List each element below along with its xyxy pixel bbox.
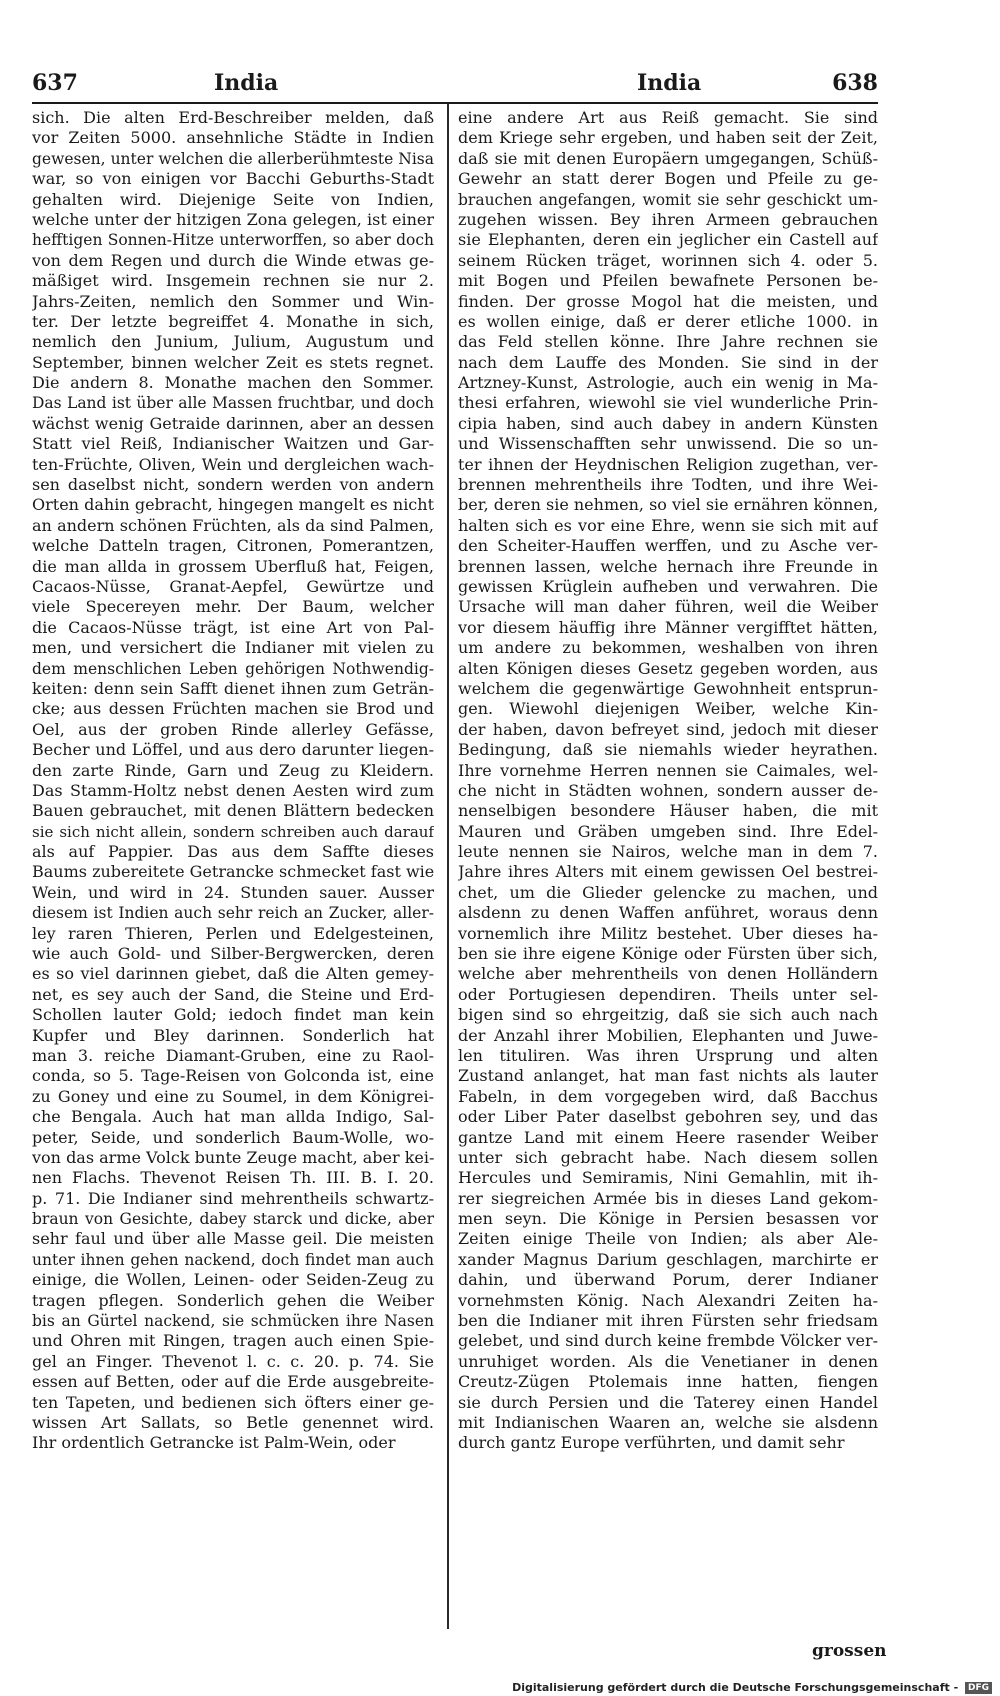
left-column-line: Statt viel Reiß, Indianischer Waitzen und Gar- <box>32 434 434 454</box>
right-column-line: ber, deren sie nehmen, so viel sie ernähren können, <box>458 495 878 515</box>
left-column-line: Baums zubereitete Getrancke schmecket fast wie <box>32 862 434 882</box>
right-column-line: alsdenn zu denen Waffen anführet, woraus denn <box>458 903 878 923</box>
left-column-line: hefftigen Sonnen-Hitze unterworffen, so aber doch <box>32 231 434 250</box>
page-number-right: 638 <box>832 70 878 96</box>
right-column-line: Creutz-Zügen Ptolemais inne hatten, fiengen <box>458 1372 878 1392</box>
left-column-line: Schollen lauter Gold; iedoch findet man kein <box>32 1005 434 1025</box>
catchword: grossen <box>812 1641 887 1661</box>
left-column-line: ley raren Thieren, Perlen und Edelgesteinen, <box>32 923 434 943</box>
right-column-line: xander Magnus Darium geschlagen, marchirte er <box>458 1249 878 1269</box>
right-column-line: gelebet, und sind durch keine frembde Völcker ver- <box>458 1331 878 1351</box>
right-column-line: den Scheiter-Hauffen werffen, und zu Asche ver- <box>458 536 878 556</box>
right-column-line: der haben, davon befreyet sind, jedoch mit dieser <box>458 719 878 739</box>
left-column-line: Orten dahin gebracht, hingegen mangelt es nicht <box>32 495 434 515</box>
digitization-footer <box>512 1681 992 1694</box>
right-column-line: bigen sind so ehrgeitzig, daß sie sich auch nach <box>458 1005 878 1025</box>
left-column-line: von das arme Volck bunte Zeuge macht, aber kei- <box>32 1147 434 1167</box>
left-column-line: wissen Art Sallats, so Betle genennet wird. <box>32 1413 434 1432</box>
left-column-line: ter. Der letzte begreiffet 4. Monathe in sich, <box>32 311 434 331</box>
right-column-line: sie durch Persien und die Taterey einen Handel <box>458 1392 878 1412</box>
right-column-line: durch gantz Europe verführten, und damit sehr <box>458 1433 845 1453</box>
right-column-line: len tituliren. Was ihren Ursprung und alten <box>458 1045 878 1065</box>
right-column-line: thesi erfahren, wiewohl sie viel wunderliche Prin- <box>458 393 878 413</box>
left-column-line: diesem ist Indien auch sehr reich an Zucker, aller- <box>32 904 434 923</box>
right-column-line: Zeiten einige Theile von Indien; als aber Ale- <box>458 1229 878 1249</box>
left-column-line: viele Specereyen mehr. Der Baum, welcher <box>32 597 434 617</box>
left-column-line: essen auf Betten, oder auf die Erde ausgebreite- <box>32 1372 434 1392</box>
right-column-line: cipia haben, sind auch dabey in andern Künsten <box>458 413 878 433</box>
right-column <box>458 108 878 1454</box>
left-column-line: Ihr ordentlich Getrancke ist Palm-Wein, oder <box>32 1433 396 1453</box>
right-column-line: eine andere Art aus Reiß gemacht. Sie sind <box>458 108 878 127</box>
dfg-logo: DFG <box>965 1682 992 1694</box>
left-column-line: Das Land ist über alle Massen fruchtbar, und doch <box>32 394 434 413</box>
left-column-line: Bauen gebrauchet, mit denen Blättern bedecken <box>32 801 434 821</box>
right-column-line: gantze Land mit einem Heere rasender Weiber <box>458 1127 878 1147</box>
left-column-line: Kupfer und Bley darinnen. Sonderlich hat <box>32 1025 434 1045</box>
left-column-line: man 3. reiche Diamant-Gruben, eine zu Raol- <box>32 1045 434 1065</box>
left-column-line: peter, Seide, und sonderlich Baum-Wolle, wo- <box>32 1127 434 1147</box>
right-column-line: brauchen angefangen, womit sie sehr geschickt um- <box>458 190 878 209</box>
right-column-line: Artzney-Kunst, Astrologie, auch ein wenig in Ma- <box>458 373 878 393</box>
left-column-line: zu Goney und eine zu Soumel, in dem Königrei- <box>32 1086 434 1106</box>
header-rule <box>32 102 878 104</box>
left-column-line: Becher und Löffel, und aus dero darunter liegen- <box>32 740 434 760</box>
right-column-line: unter sich gebracht habe. Nach diesem sollen <box>458 1147 878 1167</box>
right-column-line: che nicht in Städten wohnen, sondern ausser de- <box>458 780 878 800</box>
left-column-line: p. 71. Die Indianer sind mehrentheils schwartz- <box>32 1188 434 1208</box>
left-column-line: sehr faul und über alle Masse geil. Die meisten <box>32 1229 434 1249</box>
running-title-left: India <box>214 70 279 96</box>
right-column-line: der Anzahl ihrer Mobilien, Elephanten und Juwe- <box>458 1025 878 1045</box>
left-column-line: cke; aus dessen Früchten machen sie Brod und <box>32 699 434 719</box>
right-column-line: Mauren und Gräben umgeben sind. Ihre Edel- <box>458 821 878 841</box>
left-column-line: keiten: denn sein Safft dienet ihnen zum Geträn- <box>32 678 434 698</box>
left-column-line: an andern schönen Früchten, als da sind Palmen, <box>32 515 434 535</box>
left-column <box>32 108 434 1454</box>
left-column-line: sen daselbst nicht, sondern werden von andern <box>32 475 434 495</box>
left-column-line: Das Stamm-Holtz nebst denen Aesten wird zum <box>32 780 434 800</box>
right-column-line: Fabeln, in dem vorgegeben wird, daß Bacchus <box>458 1086 878 1106</box>
right-column-line: oder Liber Pater daselbst gebohren sey, und das <box>458 1107 878 1127</box>
left-column-line: Die andern 8. Monathe machen den Sommer. <box>32 373 434 393</box>
right-column-line: welche aber mehrentheils von denen Holländern <box>458 964 878 984</box>
left-column-line: gehalten wird. Diejenige Seite von Indien, <box>32 189 434 209</box>
left-column-line: nemlich den Junium, Julium, Augustum und <box>32 332 434 352</box>
left-column-line: war, so von einigen vor Bacchi Geburths-Stadt <box>32 169 434 189</box>
left-column-line: als auf Pappier. Das aus dem Saffte dieses <box>32 842 434 862</box>
left-column-line: welche Datteln tragen, Citronen, Pomerantzen, <box>32 536 434 556</box>
right-column-line: ter ihnen der Heydnischen Religion zugethan, ver- <box>458 454 878 474</box>
right-column-line: ben die Indianer mit ihren Fürsten sehr friedsam <box>458 1311 878 1331</box>
left-column-line: mäßiget wird. Insgemein rechnen sie nur 2. <box>32 271 434 291</box>
left-column-line: und Ohren mit Ringen, tragen auch einen Spie- <box>32 1331 434 1351</box>
running-title-right: India <box>637 70 702 96</box>
right-column-line: vor diesem häuffig ihre Männer vergifftet hätten, <box>458 617 878 637</box>
right-column-line: welchem die gegenwärtige Gewohnheit entsprun- <box>458 678 878 698</box>
left-column-line: sie sich nicht allein, sondern schreiben auch darauf <box>32 822 434 841</box>
left-column-line: Jahrs-Zeiten, nemlich den Sommer und Win- <box>32 291 434 311</box>
right-column-line: Hercules und Semiramis, Nini Gemahlin, mit ih- <box>458 1168 878 1188</box>
left-column-line: den zarte Rinde, Garn und Zeug zu Kleidern. <box>32 760 434 780</box>
left-column-line: ten-Früchte, Oliven, Wein und dergleichen wach- <box>32 454 434 474</box>
left-column-line: wächst wenig Getraide darinnen, aber an dessen <box>32 413 434 433</box>
right-column-line: dahin, und überwand Porum, derer Indianer <box>458 1270 878 1290</box>
right-column-line: gewissen Krüglein aufheben und verwahren. Die <box>458 576 878 596</box>
right-column-line: Ihre vornehme Herren nennen sie Caimales, wel- <box>458 760 878 780</box>
right-column-line: und Wissenschafften sehr unwissend. Die so un- <box>458 434 878 454</box>
right-column-line: unruhiget worden. Als die Venetianer in denen <box>458 1351 878 1371</box>
left-column-line: gel an Finger. Thevenot l. c. c. 20. p. 74. Sie <box>32 1351 434 1371</box>
right-column-line: finden. Der grosse Mogol hat die meisten, und <box>458 291 878 311</box>
right-column-line: das Feld stellen könne. Ihre Jahre rechnen sie <box>458 332 878 352</box>
left-column-line: bis an Gürtel nackend, sie schmücken ihre Nasen <box>32 1312 434 1331</box>
left-column-line: Oel, aus der groben Rinde allerley Gefässe, <box>32 719 434 739</box>
right-column-line: alten Königen dieses Gesetz gegeben worden, aus <box>458 658 878 678</box>
right-column-line: daß sie mit denen Europäern umgegangen, Schüß- <box>458 148 878 168</box>
left-column-line: sich. Die alten Erd-Beschreiber melden, daß <box>32 108 434 127</box>
right-column-line: seinem Rücken träget, worinnen sich 4. oder 5. <box>458 250 878 270</box>
right-column-line: men seyn. Die Könige in Persien besassen vor <box>458 1209 878 1229</box>
right-column-line: es wollen einige, daß er derer etliche 1000. in <box>458 311 878 331</box>
left-column-line: tragen pflegen. Sonderlich gehen die Weiber <box>32 1290 434 1310</box>
left-column-line: Wein, und wird in 24. Stunden sauer. Ausser <box>32 882 434 902</box>
right-column-line: nach dem Lauffe des Monden. Sie sind in der <box>458 352 878 372</box>
left-column-line: che Bengala. Auch hat man allda Indigo, Sal- <box>32 1107 434 1127</box>
right-column-line: halten sich es vor eine Ehre, wenn sie sich mit auf <box>458 515 878 535</box>
right-column-line: Jahre ihres Alters mit einem gewissen Oel bestrei- <box>458 862 878 882</box>
right-column-line: Zustand anlanget, hat man fast nichts als lauter <box>458 1066 878 1086</box>
right-column-line: ben sie ihre eigene Könige oder Fürsten über sich, <box>458 944 878 964</box>
left-column-line: September, binnen welcher Zeit es stets regnet. <box>32 352 434 372</box>
right-column-line: Bedingung, daß sie niemahls wieder heyrathen. <box>458 740 878 760</box>
left-column-line: die man allda in grossem Uberfluß hat, Feigen, <box>32 556 434 576</box>
right-column-line: vornemlich ihre Militz bestehet. Uber dieses ha- <box>458 923 878 943</box>
left-column-line: dem menschlichen Leben gehörigen Nothwendig- <box>32 659 434 678</box>
right-column-line: chet, um die Glieder gelencke zu machen, und <box>458 882 878 902</box>
right-column-line: nenselbigen besondere Häuser haben, die mit <box>458 801 878 821</box>
left-column-line: men, und versichert die Indianer mit vielen zu <box>32 638 434 658</box>
left-column-line: Cacaos-Nüsse, Granat-Aepfel, Gewürtze und <box>32 576 434 596</box>
left-column-line: es so viel darinnen giebet, daß die Alten gemey- <box>32 964 434 984</box>
left-column-line: braun von Gesichte, dabey starck und dicke, aber <box>32 1210 434 1229</box>
left-column-line: gewesen, unter welchen die allerberühmteste Nisa <box>32 149 434 168</box>
right-column-line: Ursache will man daher führen, weil die Weiber <box>458 597 878 617</box>
left-column-line: unter ihnen gehen nackend, doch findet man auch <box>32 1250 434 1269</box>
right-column-line: mit Bogen und Pfeilen bewafnete Personen be- <box>458 271 878 291</box>
right-column-line: brennen mehrentheils ihre Todten, und ihre Wei- <box>458 475 878 495</box>
right-column-line: zugehen wissen. Bey ihren Armeen gebrauchen <box>458 209 878 229</box>
left-column-line: wie auch Gold- und Silber-Bergwercken, deren <box>32 944 434 964</box>
left-column-line: nen Flachs. Thevenot Reisen Th. III. B. I. 20. <box>32 1168 434 1188</box>
column-divider <box>447 104 449 1629</box>
right-column-line: gen. Wiewohl diejenigen Weiber, welche Kin- <box>458 699 878 719</box>
page-number-left: 637 <box>32 70 78 96</box>
right-column-line: mit Indianischen Waaren an, welche sie alsdenn <box>458 1413 878 1432</box>
left-column-line: einige, die Wollen, Leinen- oder Seiden-Zeug zu <box>32 1270 434 1290</box>
running-header <box>32 70 878 104</box>
left-column-line: von dem Regen und durch die Winde etwas ge- <box>32 250 434 270</box>
footer-text: Digitalisierung gefördert durch die Deutsche Forschungsgemeinschaft - <box>512 1681 959 1694</box>
left-column-line: die Cacaos-Nüsse trägt, ist eine Art von Pal- <box>32 617 434 637</box>
left-column-line: ten Tapeten, und bedienen sich öfters einer ge- <box>32 1392 434 1412</box>
left-column-line: net, es sey auch der Sand, die Steine und Erd- <box>32 984 434 1004</box>
left-column-line: welche unter der hitzigen Zona gelegen, ist einer <box>32 209 434 229</box>
left-column-line: vor Zeiten 5000. ansehnliche Städte in Indien <box>32 128 434 148</box>
right-column-line: leute nennen sie Nairos, welche man in dem 7. <box>458 842 878 862</box>
right-column-line: oder Portugiesen dependiren. Theils unter sel- <box>458 984 878 1004</box>
right-column-line: um andere zu bekommen, weshalben von ihren <box>458 638 878 658</box>
right-column-line: sie Elephanten, deren ein jeglicher ein Castell auf <box>458 230 878 250</box>
right-column-line: Gewehr an statt derer Bogen und Pfeile zu ge- <box>458 169 878 189</box>
right-column-line: vornehmsten König. Nach Alexandri Zeiten ha- <box>458 1290 878 1310</box>
right-column-line: dem Kriege sehr ergeben, und haben seit der Zeit, <box>458 128 878 148</box>
left-column-line: conda, so 5. Tage-Reisen von Golconda ist, eine <box>32 1066 434 1086</box>
right-column-line: rer siegreichen Armée bis in dieses Land gekom- <box>458 1188 878 1208</box>
right-column-line: brennen lassen, welche hernach ihre Freunde in <box>458 556 878 576</box>
